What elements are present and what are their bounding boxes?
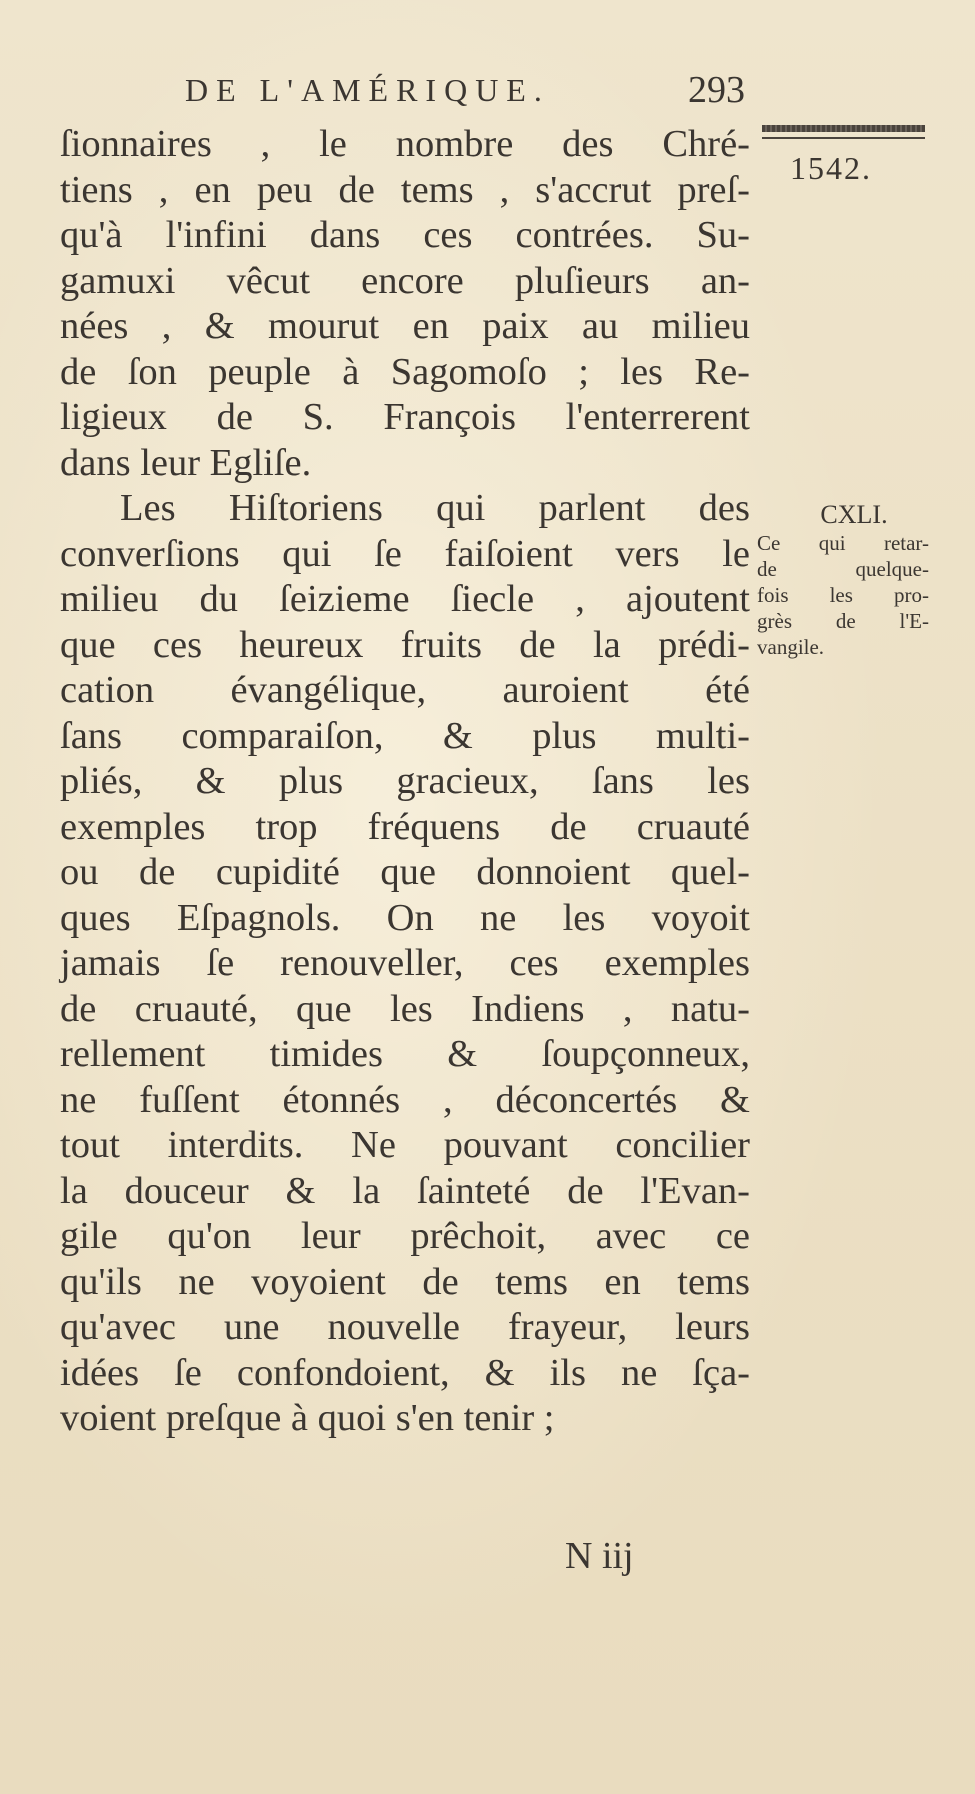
margin-year: 1542. [790, 150, 872, 186]
text-line: jamais ſe renouveller, ces exemples [60, 942, 750, 984]
text-line: rellement timides & ſoupçonneux, [60, 1033, 750, 1075]
text-line: qu'à l'infini dans ces contrées. Su- [60, 214, 750, 256]
text-line: ne fuſſent étonnés , déconcertés & [60, 1078, 750, 1121]
text-line: ques Eſpagnols. On ne les voyoit [60, 896, 750, 939]
text-line: qu'avec une nouvelle frayeur, leurs [60, 1306, 750, 1348]
marginal-rule [762, 125, 925, 139]
page-number: 293 [688, 69, 745, 111]
marginal-note-line: fois les pro- [757, 583, 929, 607]
text-line: dans leur Egliſe. [60, 441, 312, 484]
text-line: milieu du ſeizieme ſiecle , ajoutent [60, 578, 750, 620]
text-line: de cruauté, que les Indiens , natu- [60, 987, 750, 1030]
text-line: pliés, & plus gracieux, ſans les [60, 760, 750, 802]
text-line: ſans comparaiſon, & plus multi- [60, 714, 750, 757]
text-line: la douceur & la ſainteté de l'Evan- [60, 1169, 750, 1212]
thin-rule [762, 137, 925, 139]
text-line: nées , & mourut en paix au milieu [60, 305, 750, 347]
marginal-note-number: CXLI. [820, 500, 888, 529]
marginal-note-line: vangile. [757, 635, 825, 659]
text-line: ou de cupidité que donnoient quel- [60, 851, 750, 893]
text-line: voient preſque à quoi s'en tenir ; [60, 1397, 555, 1439]
ornamental-bar [762, 125, 925, 132]
text-line: gamuxi vêcut encore pluſieurs an- [60, 259, 750, 302]
marginal-note-line: grès de l'E- [757, 609, 929, 633]
text-line: cation évangélique, auroient été [60, 669, 750, 711]
catchword: N iij [565, 1535, 634, 1577]
text-line: ligieux de S. François l'enterrerent [60, 396, 750, 438]
running-title: DE L'AMÉRIQUE. [185, 72, 550, 108]
text-line: tout interdits. Ne pouvant concilier [60, 1124, 750, 1166]
page-header [185, 69, 745, 112]
text-line: Les Hiſtoriens qui parlent des [120, 487, 750, 529]
marginal-note-line: Ce qui retar- [757, 531, 929, 555]
text-line: idées ſe confondoient, & ils ne ſça- [60, 1351, 750, 1394]
text-line: que ces heureux fruits de la prédi- [60, 623, 750, 666]
text-line: de ſon peuple à Sagomoſo ; les Re- [60, 350, 750, 393]
body-text [60, 122, 750, 1442]
text-line: qu'ils ne voyoient de tems en tems [60, 1260, 750, 1303]
marginal-note [757, 500, 929, 660]
text-line: gile qu'on leur prêchoit, avec ce [60, 1215, 750, 1257]
text-line: tiens , en peu de tems , s'accrut preſ- [60, 168, 750, 211]
marginal-note-line: de quelque- [757, 557, 929, 581]
text-line: exemples trop fréquens de cruauté [60, 805, 750, 848]
text-line: converſions qui ſe faiſoient vers le [60, 532, 750, 575]
text-line: ſionnaires , le nombre des Chré- [60, 123, 750, 165]
